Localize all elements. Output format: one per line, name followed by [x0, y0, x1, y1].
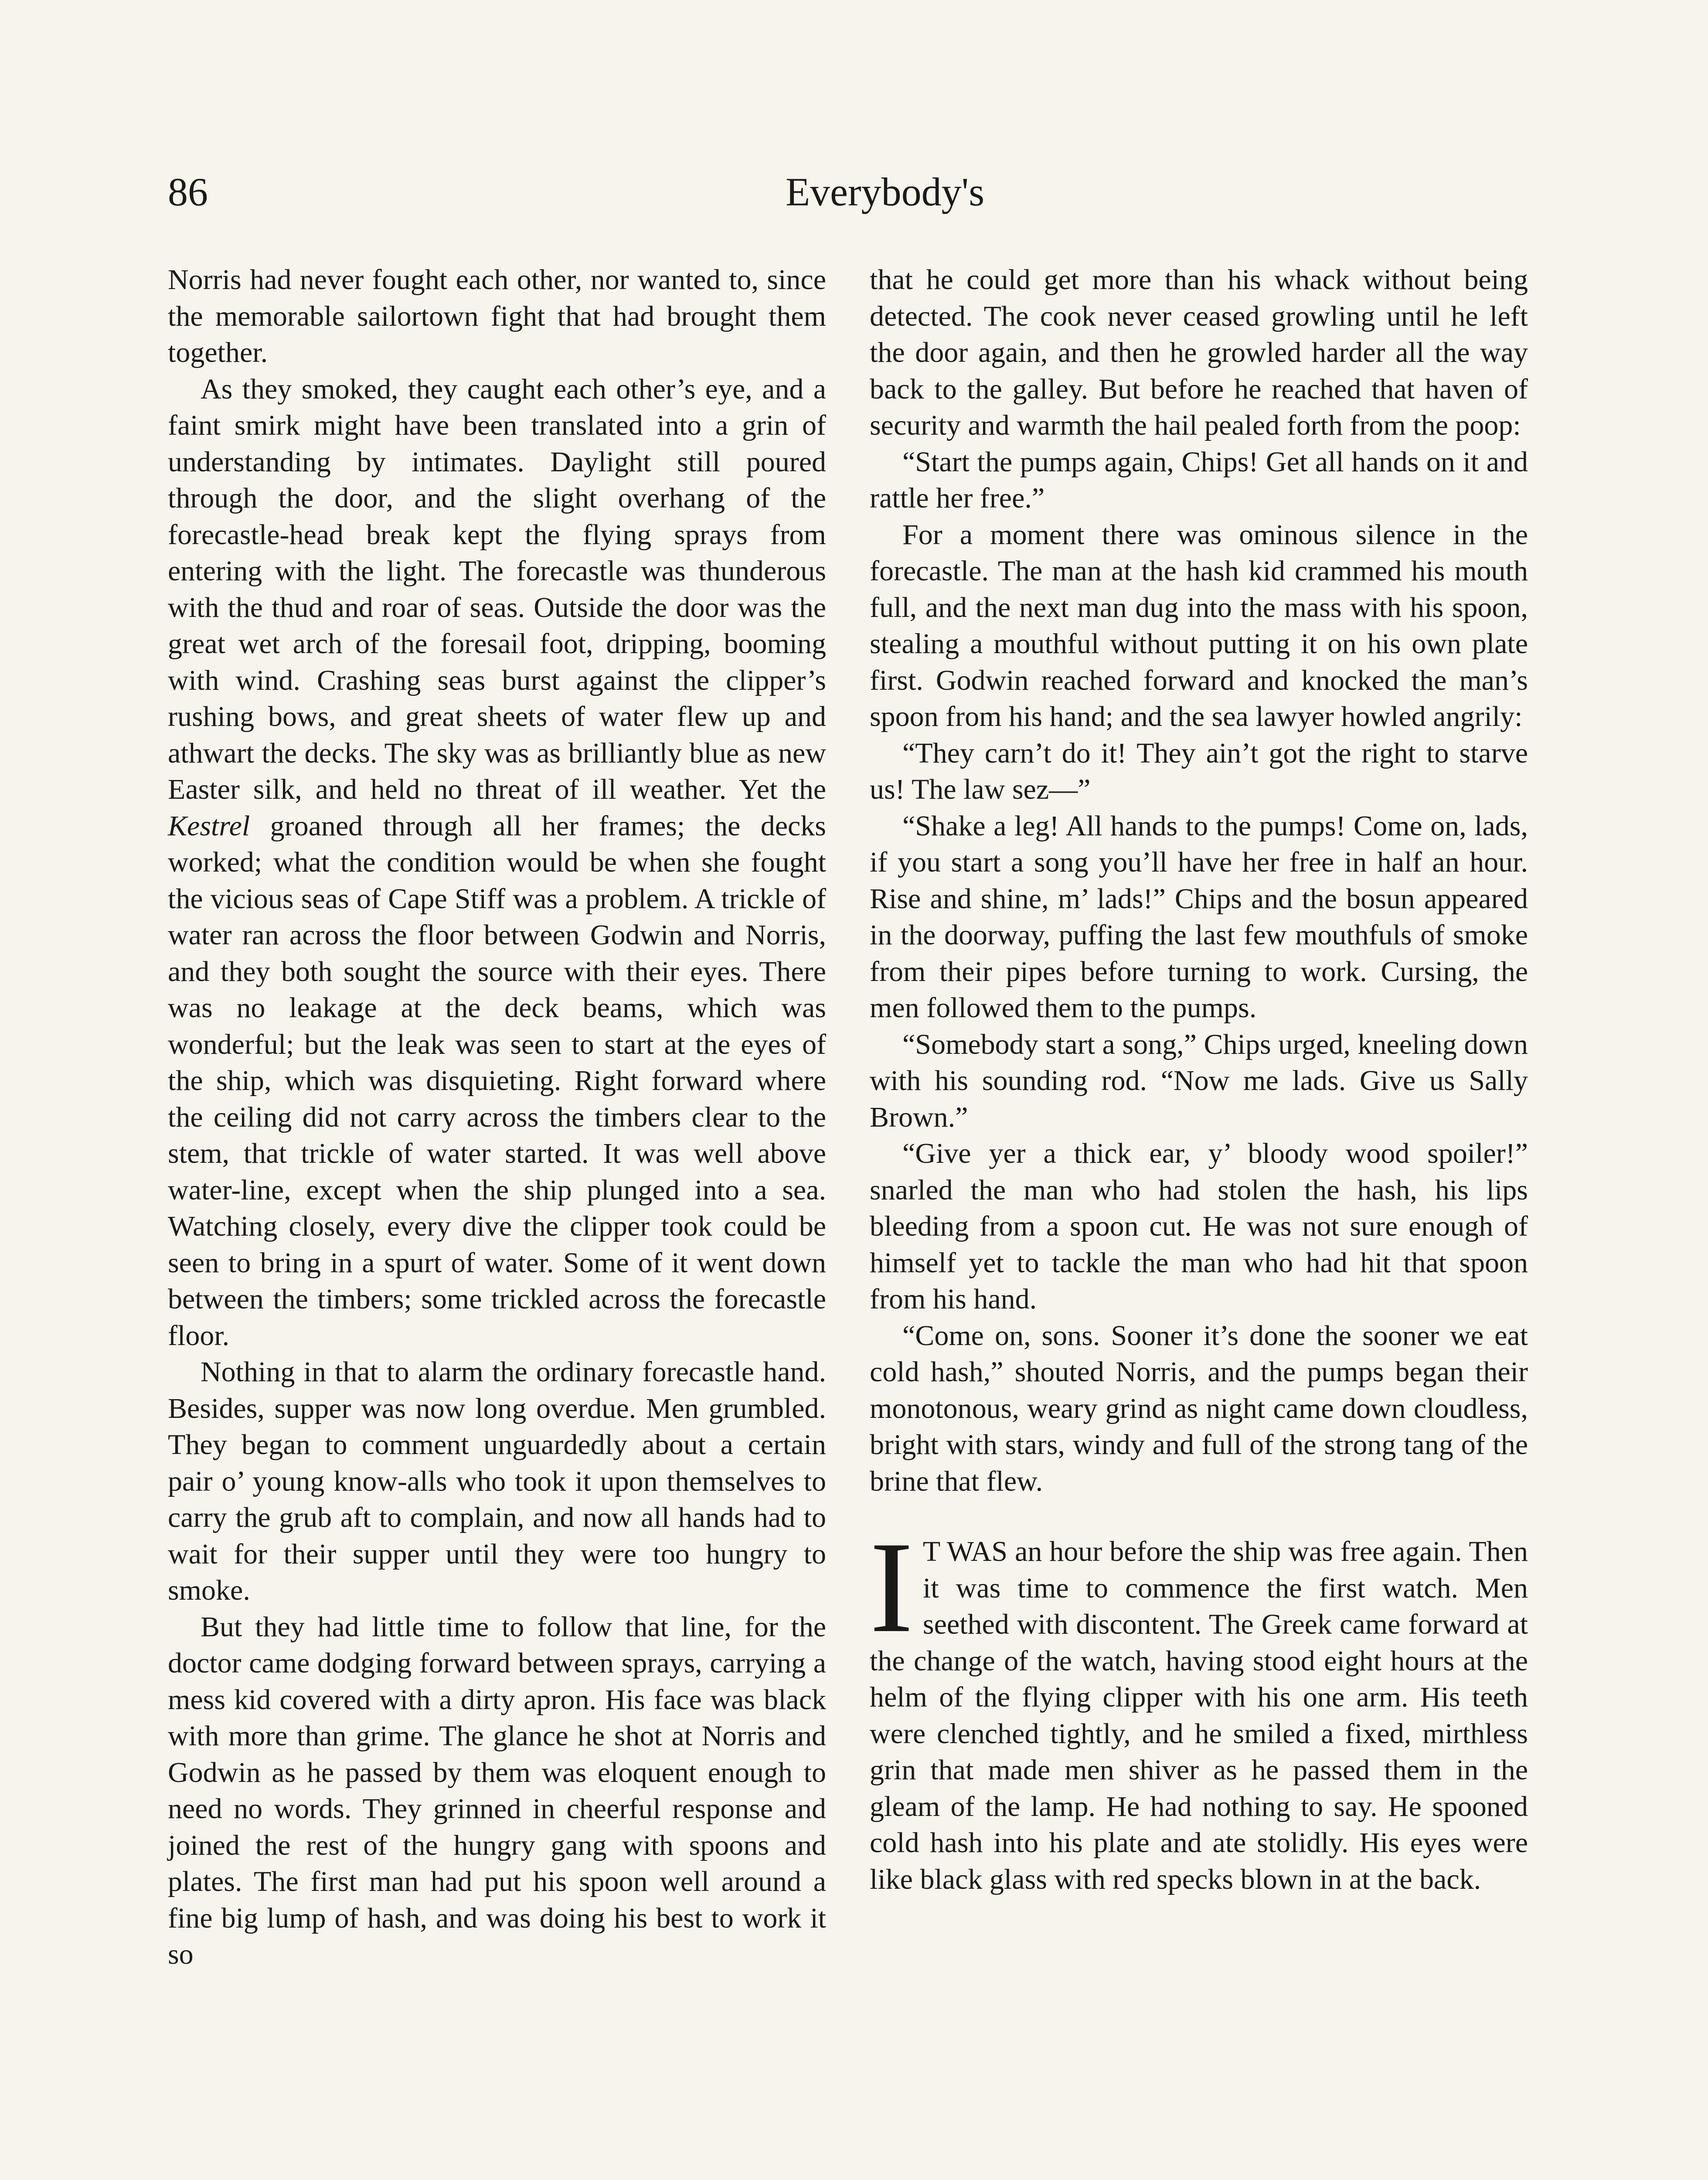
small-caps-lead: T WAS: [922, 1536, 1008, 1567]
paragraph: “Give yer a thick ear, y’ bloody wood spoiler!” snarled the man who had stolen the hash, his lips bleeding from a spoon cut. He was not sure enough of himself yet to tackle the man who had hit that spoon from his hand.: [870, 1138, 1528, 1315]
right-column: [870, 262, 1528, 1897]
paragraph: that he could get more than his whack without being detected. The cook never ceased growling until he left the door again, and then he growled harder all the way back to the galley. But before he reached that haven of security and warmth the hail pealed forth from the poop:: [870, 264, 1528, 441]
paragraph: Nothing in that to alarm the ordinary forecastle hand. Besides, supper was now long overdue. Men grumbled. They began to comment unguardedly about a certain pair o’ young know-alls who took it upon themselves to carry the grub aft to complain, and now all hands had to wait for their supper until they were too hungry to smoke.: [168, 1356, 826, 1606]
paragraph: “Somebody start a song,” Chips urged, kneeling down with his sounding rod. “Now me lads. Give us Sally Brown.”: [870, 1028, 1528, 1133]
left-column: [168, 262, 826, 1973]
page-number: 86: [168, 170, 208, 214]
paragraph-text: groaned through all her frames; the decks worked; what the condition would be when she fought the vicious seas of Cape Stiff was a problem. A trickle of water ran across the floor between Godwin and Norris, and they both sought the source with their eyes. There was no leakage at the deck beams, which was wonderful; but the leak was seen to start at the eyes of the ship, which was disquieting. Right forward where the ceiling did not carry across the timbers clear to the stem, that trickle of water started. It was well above water-line, except when the ship plunged into a sea. Watching closely, every dive the clipper took could be seen to bring in a spurt of water. Some of it went down between the timbers; some trickled across the forecastle floor.: [168, 810, 826, 1352]
paragraph: For a moment there was ominous silence in the forecastle. The man at the hash kid crammed his mouth full, and the next man dug into the mass with his spoon, stealing a mouthful without putting it on his own plate first. Godwin reached forward and knocked the man’s spoon from his hand; and the sea lawyer howled angrily:: [870, 518, 1528, 732]
paragraph: Norris had never fought each other, nor wanted to, since the memorable sailortown fight that had brought them together.: [168, 264, 826, 368]
section-opening-paragraph: [870, 1515, 1528, 1897]
paragraph: But they had little time to follow that line, for the doctor came dodging forward between sprays, carrying a mess kid covered with a dirty apron. His face was black with more than grime. The glance he shot at Norris and Godwin as he passed by them was eloquent enough to need no words. They grinned in cheerful response and joined the rest of the hungry gang with spoons and plates. The first man had put his spoon well around a fine big lump of hash, and was doing his best to work it so: [168, 1611, 826, 1970]
paragraph: “Come on, sons. Sooner it’s done the sooner we eat cold hash,” shouted Norris, and the pumps began their monotonous, weary grind as night came down cloudless, bright with stars, windy and full of the strong tang of the brine that flew.: [870, 1319, 1528, 1497]
ship-name-italic: Kestrel: [168, 810, 250, 842]
drop-cap: I: [870, 1515, 913, 1659]
paragraph-text: an hour before the ship was free again. Then it was time to commence the first watch. Men seethed with discontent. The Greek came forward at the change of the watch, having stood eight hours at the helm of the flying clipper with his one arm. His teeth were clenched tightly, and he smiled a fixed, mirthless grin that made men shiver as he passed them in the gleam of the lamp. He had nothing to say. He spooned cold hash into his plate and ate stolidly. His eyes were like black glass with red specks blown in at the back.: [870, 1536, 1528, 1895]
paragraph: “Start the pumps again, Chips! Get all hands on it and rattle her free.”: [870, 446, 1528, 514]
paragraph: “They carn’t do it! They ain’t got the right to starve us! The law sez—”: [870, 737, 1528, 805]
paragraph-text: As they smoked, they caught each other’s eye, and a faint smirk might have been translated into a grin of understanding by intimates. Daylight still poured through the door, and the slight overhang of the forecastle-head break kept the flying sprays from entering with the light. The forecastle was thunderous with the thud and roar of seas. Outside the door was the great wet arch of the foresail foot, dripping, booming with wind. Crashing seas burst against the clipper’s rushing bows, and great sheets of water flew up and athwart the decks. The sky was as brilliantly blue as new Easter silk, and held no threat of ill weather. Yet the: [168, 373, 826, 805]
paragraph: “Shake a leg! All hands to the pumps! Come on, lads, if you start a song you’ll have her free in half an hour. Rise and shine, m’ lads!” Chips and the bosun appeared in the doorway, puffing the last few mouthfuls of smoke from their pipes before turning to work. Cursing, the men followed them to the pumps.: [870, 810, 1528, 1024]
running-title: Everybody's: [785, 170, 985, 214]
paragraph: [168, 371, 826, 1354]
section-break: [870, 1499, 1528, 1533]
